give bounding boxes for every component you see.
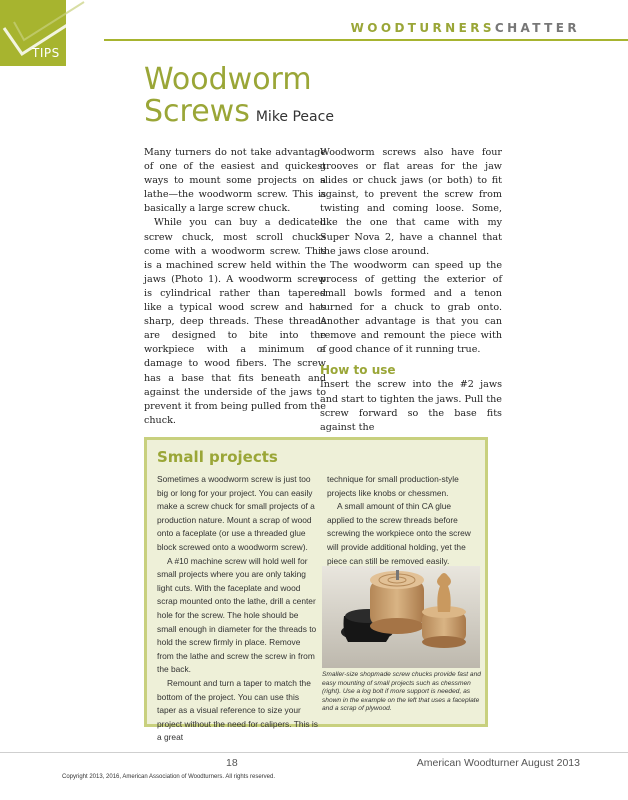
sidebar-small-projects	[144, 437, 488, 743]
sidebar-title: Small projects	[157, 448, 278, 466]
photo-caption: Smaller-size shopmade screw chucks provide fast and easy mounting of small projects such as chessmen (right). Use a log bolt if more support is needed, as shown in the example on the left that uses a faceplate and a scrap of plywood.	[322, 671, 481, 713]
paragraph: technique for small production-style projects like knobs or chessmen.	[327, 474, 459, 498]
photo-screw-chucks	[322, 566, 480, 668]
paragraph: Woodworm screws also have four grooves or flat areas for the jaw slides or chuck jaws (or both) to fit against, to prevent the screw from twisting and coming loose. Some, like the one that came with my Super Nova 2, have a channel that the jaws close around.	[320, 147, 502, 257]
paragraph: Many turners do not take advantage of one of the easiest and quickest ways to mount some projects on a lathe—the woodworm screw. This is basically a large screw chuck.	[144, 147, 326, 215]
sidebar-column-right	[327, 473, 477, 568]
magazine-name-part2: CHATTER	[494, 21, 580, 35]
footer-rule	[0, 752, 628, 753]
header-rule	[104, 39, 628, 41]
page-number: 18	[226, 757, 238, 769]
copyright-notice: Copyright 2013, 2016, American Association of Woodturners. All rights reserved.	[62, 774, 276, 780]
sidebar-column-left	[157, 473, 319, 745]
article-column-left	[144, 146, 326, 428]
paragraph: A small amount of thin CA glue applied to the screw threads before screwing the workpiece onto the screw will provide additional holding, yet the piece can still be removed easily.	[327, 501, 471, 566]
title-line-1: Woodworm	[144, 62, 312, 97]
article-title	[144, 64, 334, 133]
subheading-how-to-use: How to use	[320, 363, 396, 378]
paragraph: Insert the screw into the #2 jaws and start to tighten the jaws. Pull the screw forward so the base fits against the	[320, 379, 502, 433]
section-tag: TIPS	[32, 46, 60, 60]
magazine-issue: American Woodturner August 2013	[416, 757, 580, 769]
paragraph: Remount and turn a taper to match the bottom of the project. You can use this taper as a visual reference to size your project without the need for calipers. This is a great	[157, 677, 318, 743]
title-line-2: Screws	[144, 94, 250, 129]
paragraph: Sometimes a woodworm screw is just too big or long for your project. You can easily make a screw chuck for small projects of a production nature. Mount a scrap of wood onto a faceplate (or use a threaded glue block screwed onto a woodworm screw).	[157, 474, 315, 552]
tips-corner-tab	[0, 0, 105, 66]
magazine-header	[351, 21, 580, 35]
magazine-name-part1: WOODTURNERS	[350, 21, 495, 35]
paragraph: A #10 machine screw will hold well for small projects where you are only taking light cuts. With the faceplate and wood scrap mounted onto the lathe, drill a center hole for the screw. The hole should be small enough in diameter for the threads to hold the screw firmly in place. Remove from the lathe and screw the screw in from the back.	[157, 555, 317, 675]
paragraph: The woodworm can speed up the process of getting the exterior of small bowls formed and a tenon turned for a chuck to grab onto. Another advantage is that you can remove and remount the piece with a good chance of it running true.	[320, 259, 502, 356]
author-byline: Mike Peace	[255, 109, 334, 125]
article-column-right	[320, 146, 502, 435]
paragraph: While you can buy a dedicated screw chuck, most scroll chucks come with a woodworm screw. This is a machined screw held within the jaws (Photo 1). A woodworm screw is cylindrical rather than tapered like a typical wood screw and has sharp, deep threads. These threads are designed to bite into the workpiece with a minimum of damage to wood fibers. The screw has a base that fits beneath and against the underside of the jaws to prevent it from being pulled from the chuck.	[144, 217, 326, 426]
